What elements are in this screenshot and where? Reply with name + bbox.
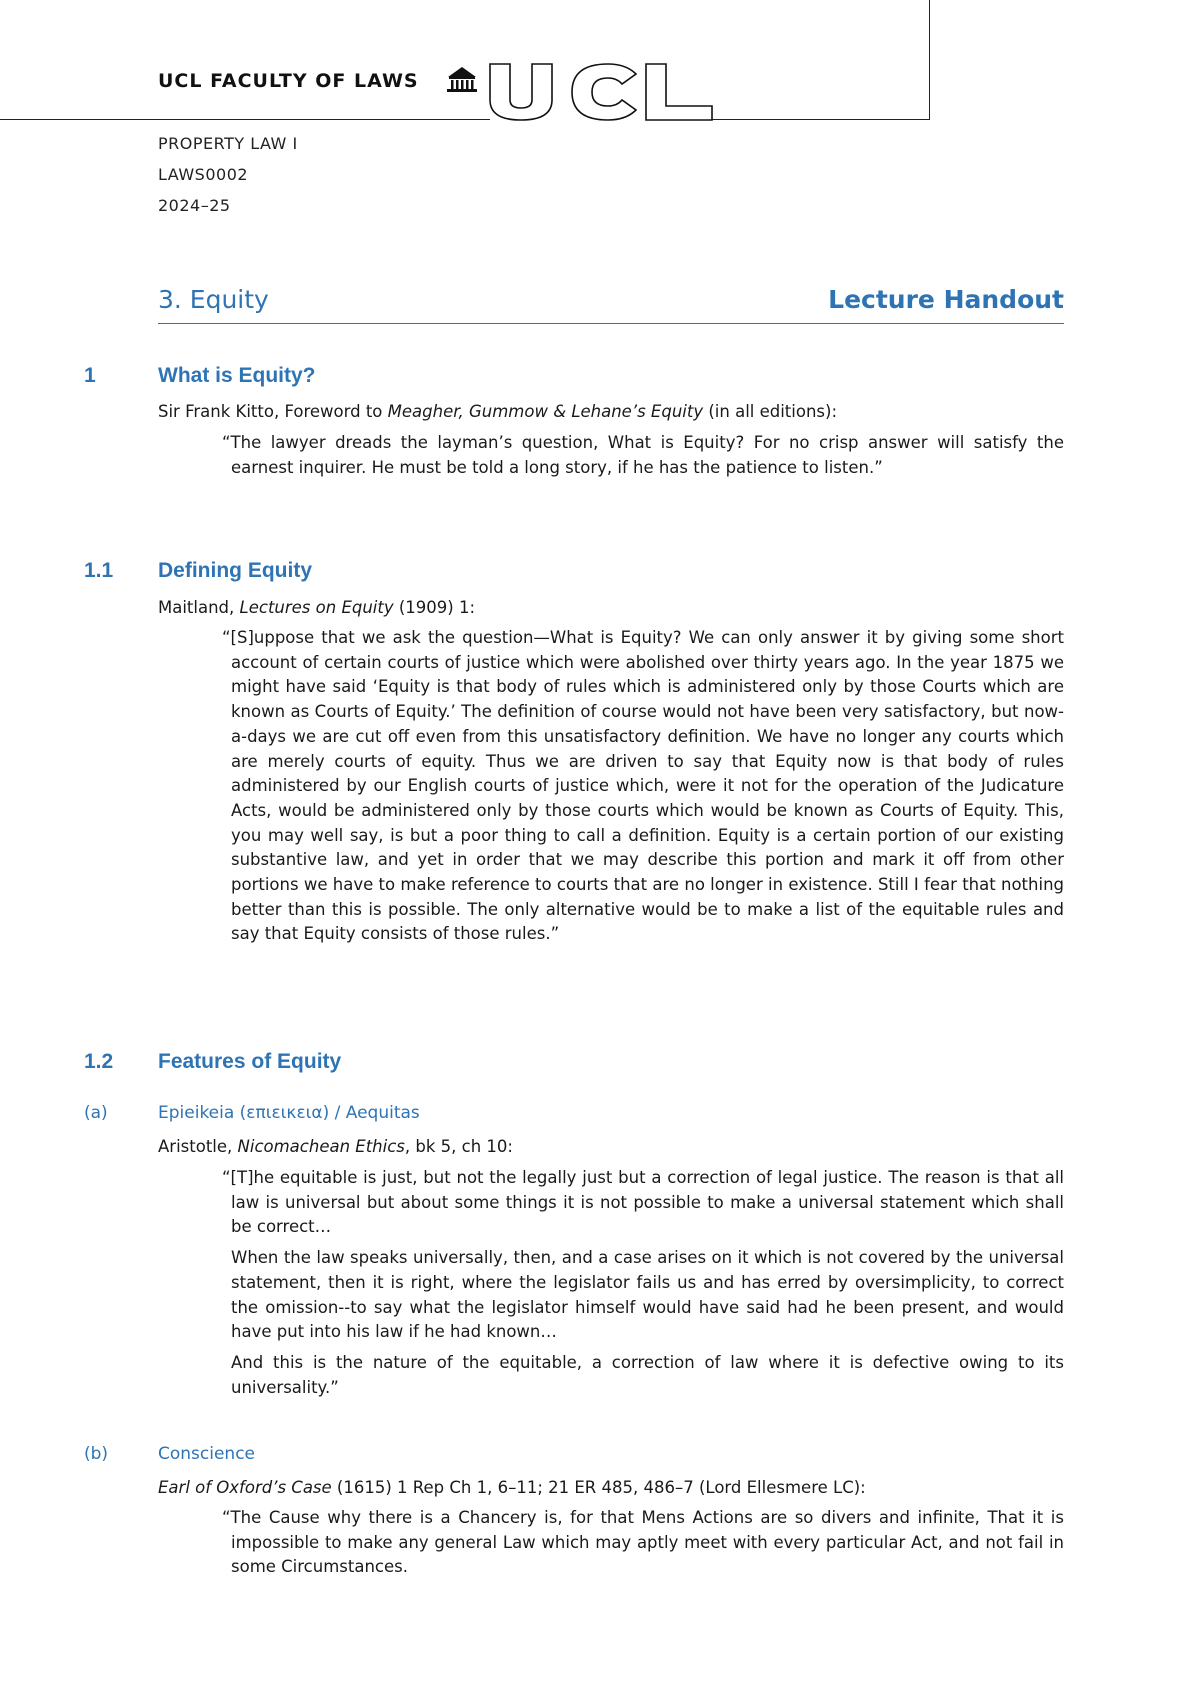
ucl-logo	[486, 60, 716, 122]
section-number: 1.1	[84, 559, 114, 582]
subsection-label: (a)	[84, 1103, 108, 1123]
section-number: 1	[84, 364, 96, 387]
header-rule-vertical	[929, 0, 930, 120]
subsection-title: Conscience	[158, 1444, 256, 1464]
section-title: Defining Equity	[158, 559, 312, 582]
quote-aristotle: “[T]he equitable is just, but not the legally just but a correction of legal justice. The reason is that all law is universal but about some things it is not possible to make a universal statement which shall be correct… When the law speaks universally, then, and a case arises on it which is not covered by the universal statement, then it is right, where the legislator fails us and has erred by oversimplicity, to correct the omission--to say what the legislator himself would have said had he been present, and would have put into his law if he had known… And this is the nature of the equitable, a correction of law where it is defective owing to its universality.”	[222, 1168, 1064, 1397]
citation-earl-of-oxford: Earl of Oxford’s Case (1615) 1 Rep Ch 1, 6–11; 21 ER 485, 486–7 (Lord Ellesmere LC):	[158, 1478, 866, 1497]
course-code: LAWS0002	[158, 165, 249, 184]
header-rule-right	[712, 119, 930, 120]
quote-kitto: “The lawyer dreads the layman’s question, What is Equity? For no crisp answer will satisfy the earnest inquirer. He must be told a long story, if he has the patience to listen.”	[222, 433, 1064, 477]
document-type: Lecture Handout	[828, 285, 1064, 314]
title-row	[158, 283, 1064, 324]
course-name: PROPERTY LAW I	[158, 134, 298, 153]
page-title: 3. Equity	[158, 285, 269, 314]
citation-maitland: Maitland, Lectures on Equity (1909) 1:	[158, 598, 476, 617]
ucl-portico-icon	[445, 66, 479, 94]
subsection-label: (b)	[84, 1444, 109, 1464]
citation-kitto: Sir Frank Kitto, Foreword to Meagher, Gummow & Lehane’s Equity (in all editions):	[158, 402, 838, 421]
subsection-title: Epieikeia (επιεικεια) / Aequitas	[158, 1103, 420, 1123]
citation-aristotle: Aristotle, Nicomachean Ethics, bk 5, ch 10:	[158, 1137, 513, 1156]
quote-earl-of-oxford: “The Cause why there is a Chancery is, for that Mens Actions are so divers and infinite, That it is impossible to make any general Law which may aptly meet with every particular Act, and not fail in some Circumstances.	[222, 1508, 1064, 1577]
faculty-name: UCL FACULTY OF LAWS	[158, 70, 419, 92]
section-number: 1.2	[84, 1050, 114, 1073]
section-title: Features of Equity	[158, 1050, 342, 1073]
academic-year: 2024–25	[158, 196, 231, 215]
quote-maitland: “[S]uppose that we ask the question—What is Equity? We can only answer it by giving some short account of certain courts of justice which were abolished over thirty years ago. In the year 1875 we might have said ‘Equity is that body of rules which is administered only by those Courts which are known as Courts of Equity.’ The definition of course would not have been very satisfactory, but now-a-days we are cut off even from this unsatisfactory definition. We have no longer any courts which are merely courts of equity. Thus we are driven to say that Equity now is that body of rules administered by our English courts of justice which, were it not for the operation of the Judicature Acts, would be administered only by those courts which would be known as Courts of Equity. This, you may well say, is but a poor thing to call a definition. Equity is a certain portion of our existing substantive law, and yet in order that we may describe this portion and mark it off from other portions we have to make reference to courts that are no longer in existence. Still I fear that nothing better than this is possible. The only alternative would be to make a list of the equitable rules and say that Equity consists of those rules.”	[222, 628, 1064, 944]
section-title: What is Equity?	[158, 364, 316, 387]
header-rule-left	[0, 119, 490, 120]
